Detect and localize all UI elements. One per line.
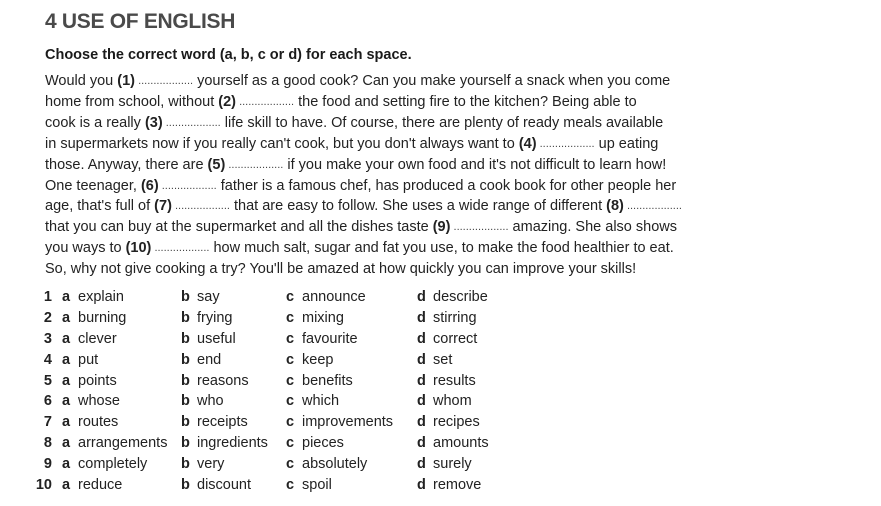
option-letter: c [286,309,295,326]
option-word-d: recipes [433,414,480,431]
passage-text: you ways to [45,240,126,257]
gap-blank: .................. [171,200,230,213]
option-letter: d [417,435,426,452]
passage-text: that are easy to follow. She uses a wide range of different [229,198,607,215]
option-word-c: mixing [302,309,344,326]
option-letter: d [417,309,426,326]
passage-line [45,134,745,155]
option-letter: d [417,372,426,389]
option-letter: c [286,372,295,389]
option-word-d: results [433,372,476,389]
option-word-d: set [433,351,453,368]
question-row [0,352,881,373]
question-number: 8 [43,435,52,452]
option-letter: a [62,372,71,389]
passage-line [45,71,745,92]
passage-text: cook is a really [45,114,145,131]
option-letter: a [62,309,71,326]
option-letter: b [181,414,190,431]
option-letter: b [181,477,190,494]
option-word-a: whose [78,393,120,410]
question-row [0,414,881,435]
option-letter: c [286,435,295,452]
option-word-d: surely [433,456,472,473]
question-row [0,393,881,414]
question-row [0,289,881,310]
option-word-b: end [197,351,222,368]
passage-text: if you make your own food and it's not difficult to learn how! [283,156,667,173]
gap-blank: .................. [450,221,509,234]
question-number: 10 [35,477,52,494]
passage-text: life skill to have. Of course, there are plenty of ready meals available [220,114,664,131]
gap-number: (9) [432,219,451,236]
option-letter: b [181,351,190,368]
passage-text: the food and setting fire to the kitchen? Being able to [294,93,637,110]
option-letter: a [62,393,71,410]
question-row [0,373,881,394]
passage-line [45,196,745,217]
gap-blank: .................. [135,75,194,87]
option-word-c: which [302,393,340,410]
gap-blank: .................. [158,179,217,192]
question-number: 2 [43,309,52,326]
question-number: 5 [43,372,52,389]
option-word-a: burning [78,309,127,326]
option-word-b: very [197,456,225,473]
option-word-d: whom [433,393,472,410]
gap-blank: .................. [151,242,210,255]
option-letter: b [181,435,190,452]
option-word-c: favourite [302,330,358,347]
option-word-b: reasons [197,372,249,389]
gap-blank: .................. [623,200,682,213]
option-letter: d [417,456,426,473]
option-letter: c [286,414,295,431]
option-word-c: benefits [302,372,353,389]
option-letter: d [417,289,426,305]
passage-text: amazing. She also shows [508,219,677,236]
option-word-c: absolutely [302,456,368,473]
option-letter: d [417,414,426,431]
gap-number: (8) [606,198,624,215]
option-word-b: useful [197,330,236,347]
gap-number: (7) [154,198,172,215]
option-letter: b [181,289,190,305]
question-number: 4 [43,351,52,368]
question-row [0,435,881,456]
passage-line [45,259,745,280]
gap-number: (5) [207,156,226,173]
passage-text: home from school, without [45,93,219,110]
gap-number: (3) [144,114,163,131]
passage-line [45,217,745,238]
option-letter: d [417,330,426,347]
option-word-a: reduce [78,477,123,494]
gap-blank: .................. [162,116,221,129]
option-word-b: receipts [197,414,248,431]
gap-number: (2) [218,93,237,110]
gap-number: (4) [518,135,537,152]
option-letter: c [286,330,295,347]
option-word-a: arrangements [78,435,168,452]
section-title: 4 USE OF ENGLISH [45,10,236,33]
gap-number: (10) [125,240,152,257]
passage-text: yourself as a good cook? Can you make yourself a snack when you come [193,73,671,89]
passage-line [45,155,745,176]
option-word-b: ingredients [197,435,268,452]
option-letter: a [62,477,71,494]
option-word-a: completely [78,456,148,473]
question-row [0,310,881,331]
option-word-b: discount [197,477,252,494]
passage-text: in supermarkets now if you really can't cook, but you don't always want to [45,135,519,152]
passage-text: age, that's full of [45,198,155,215]
passage-text: So, why not give cooking a try? You'll be amazed at how quickly you can improve your skills! [45,261,637,278]
passage-text: Would you [45,73,118,89]
option-letter: c [286,393,295,410]
option-letter: d [417,477,426,494]
question-row [0,456,881,477]
option-letter: d [417,393,426,410]
option-letter: a [62,414,71,431]
passage-text: that you can buy at the supermarket and all the dishes taste [45,219,433,236]
passage-line [45,238,745,259]
option-word-c: pieces [302,435,344,452]
question-row [0,331,881,352]
option-word-c: announce [302,289,366,305]
option-letter: a [62,456,71,473]
option-word-b: say [197,289,220,305]
option-word-a: routes [78,414,119,431]
option-word-d: amounts [433,435,489,452]
option-word-b: frying [197,309,233,326]
option-letter: a [62,351,71,368]
passage-text: up eating [594,135,659,152]
question-number: 3 [43,330,52,347]
option-word-a: points [78,372,117,389]
option-word-a: clever [78,330,117,347]
option-word-d: remove [433,477,482,494]
option-letter: a [62,435,71,452]
option-letter: b [181,372,190,389]
option-word-d: stirring [433,309,477,326]
passage-text: father is a famous chef, has produced a cook book for other people her [216,177,677,194]
gap-number: (6) [140,177,159,194]
option-letter: c [286,477,295,494]
option-letter: b [181,330,190,347]
option-word-d: correct [433,330,478,347]
gap-blank: .................. [536,137,595,150]
answer-options-list [0,289,881,498]
instruction-text: Choose the correct word (a, b, c or d) for each space. [45,47,412,63]
gap-blank: .................. [236,95,295,108]
option-letter: c [286,351,295,368]
passage-line [45,113,745,134]
option-word-c: improvements [302,414,394,431]
option-word-b: who [197,393,224,410]
passage-line [45,92,745,113]
passage-text: those. Anyway, there are [45,156,208,173]
question-row [0,477,881,498]
option-letter: a [62,330,71,347]
passage-text: how much salt, sugar and fat you use, to make the food healthier to eat. [209,240,674,257]
question-number: 6 [43,393,52,410]
option-word-c: keep [302,351,334,368]
gap-blank: .................. [225,158,284,171]
option-word-c: spoil [302,477,332,494]
option-letter: d [417,351,426,368]
option-letter: b [181,456,190,473]
question-number: 1 [43,289,52,305]
option-letter: a [62,289,71,305]
question-number: 9 [43,456,52,473]
option-letter: c [286,289,295,305]
question-number: 7 [43,414,52,431]
option-letter: b [181,309,190,326]
passage-line [45,176,745,197]
passage-text: One teenager, [45,177,141,194]
option-word-a: explain [78,289,124,305]
option-word-d: describe [433,289,488,305]
option-letter: b [181,393,190,410]
gap-number: (1) [117,73,136,89]
option-letter: c [286,456,295,473]
gap-fill-passage [45,71,745,280]
option-word-a: put [78,351,99,368]
